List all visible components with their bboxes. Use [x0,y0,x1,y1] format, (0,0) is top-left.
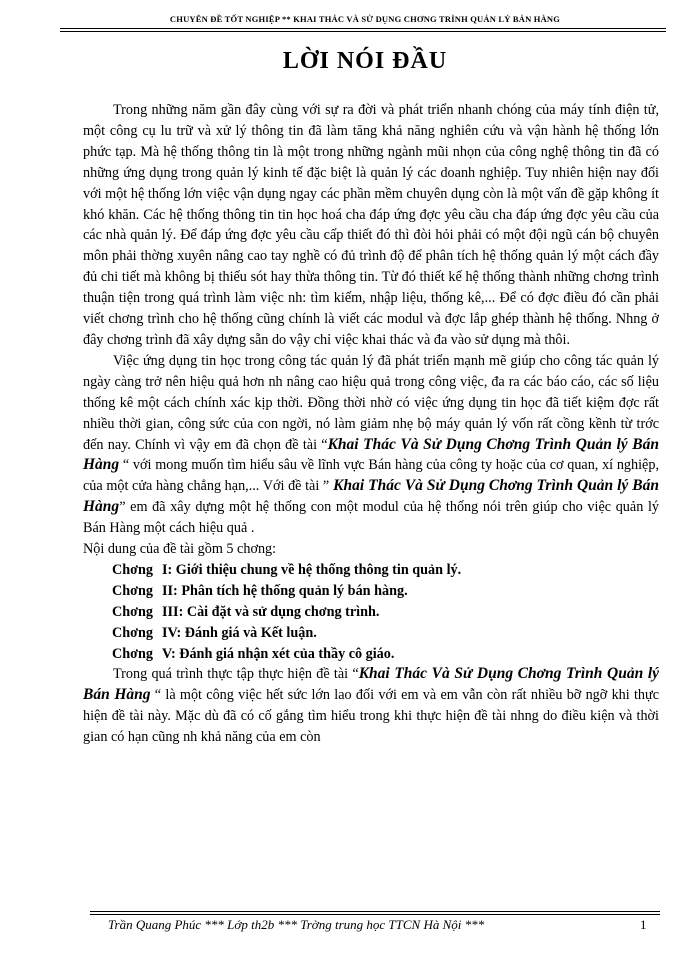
document-body [83,100,659,748]
chapter-number: III: [162,603,184,620]
paragraph-application [83,351,659,539]
chapter-text: Cài đặt và sử dụng chơng trình. [186,603,380,620]
chapter-label: Chơng [112,624,153,641]
paragraph-closing [83,664,659,748]
chapter-number: II: [162,582,178,599]
paragraph-application-text-b: “ với mong muốn tìm hiểu sâu về lĩnh vực Bán hàng của công ty hoặc của cơ quan, xí nghiệp, của một cửa hàng chẳng hạn,... Với đề tài ” [83,457,659,495]
page-number: 1 [640,917,647,932]
chapter-label: Chơng [112,645,153,662]
topic-title-1: Khai Thác Và Sử Dụng Chơng Trình Quản lý Bán Hàng [83,435,659,474]
chapter-item [83,623,659,644]
chapter-text: Đánh giá và Kết luận. [184,624,317,641]
running-footer: Trần Quang Phúc *** Lớp th2b *** Trờng trung học TTCN Hà Nội *** [108,917,485,932]
chapter-number: I: [162,561,173,578]
topic-title-3: Khai Thác Và Sử Dụng Chơng Trình Quản lý Bán Hàng [83,665,660,704]
chapter-label: Chơng [112,582,153,599]
chapter-text: Giới thiệu chung về hệ thống thông tin quản lý. [175,561,462,578]
chapter-label: Chơng [112,561,153,578]
header-rule-double [60,31,666,32]
running-header: CHUYÊN ĐỀ TỐT NGHIỆP ** KHAI THÁC VÀ SỬ DỤNG CHƠNG TRÌNH QUẢN LÝ BÁN HÀNG [169,14,561,24]
paragraph-intro: Trong những năm gần đây cùng với sự ra đời và phát triển nhanh chóng của máy tính điện tử, một công cụ lu trữ và xử lý thông tin đã làm tăng khả năng nghiên cứu và vận hành hệ thống lớn phức tạp. Mà hệ thống thông tin là một trong những ngành mũi nhọn của công nghệ thông tin đã có những ứng dụng trong quản lý kinh tế đặc biệt là quản lý các doanh nghiệp. Tuy nhiên hiện nay đối với một hệ thống lớn việc vận dụng ngay các phần mềm chuyên dụng còn là một vấn đề gặp không ít khó khăn. Các hệ thống thông tin tin học hoá cha đáp ứng đợc yêu cầu cha đáp ứng đợc yêu cầu của các nhà quản lý. Để đáp ứng đợc yêu cầu cấp thiết đó thì đòi hỏi phải có một đội ngũ cán bộ chuyên môn phải thờng xuyên nâng cao tay nghề có đủ trình độ để phân tích hệ thống quản lý một cách đầy đủ chi tiết mà không bị thiếu sót hay thừa thông tin. Từ đó thiết kế hệ thống thành những chơng trình thuận tiện trong quá trình làm việc nh: tìm kiếm, nhập liệu, thống kê,... Để có đợc điều đó cần phải viết chơng trình cho hệ thống cũng chính là viết các modul và đợc lắp ghép thành hệ thống. Nhng ở đây chơng trình đã xây dựng sẵn do vậy chỉ việc khai thác và đa vào sử dụng mà thôi. [83,102,659,348]
chapter-label: Chơng [112,603,153,620]
chapter-number: IV: [162,624,182,641]
chapter-list [83,560,659,665]
chapter-text: Phân tích hệ thống quản lý bán hàng. [181,582,408,599]
chapter-item [83,581,659,602]
chapter-number: V: [162,645,176,662]
footer-rule-double [90,914,660,915]
topic-title-2: Khai Thác Và Sử Dụng Chơng Trình Quản lý Bán Hàng [83,477,659,516]
chapter-item [83,560,659,581]
chapter-item [83,644,659,665]
chapter-item [83,602,659,623]
chapter-intro: Nội dung của đề tài gồm 5 chơng: [83,541,277,558]
paragraph-application-text-a: Việc ứng dụng tin học trong công tác quản lý đã phát triển mạnh mẽ giúp cho công tác quản lý ngày càng trở nên hiệu quả hơn nh nâng cao hiệu quả trong công việc, đa ra các báo cáo, các số liệu thống kê một cách chính xác kịp thời. Đồng thời nhờ có việc ứng dụng tin học đã tiết kiệm đợc rất nhiều thời gian, công sức của con ngời, nó làm giảm nhẹ bộ máy quản lý vốn rất cồng kềnh từ trớc đến nay. Chính vì vậy em đã chọn đề tài “ [83,352,659,453]
paragraph-closing-text-a: Trong quá trình thực tập thực hiện đề tài “ [113,666,359,683]
chapter-text: Đánh giá nhận xét của thầy cô giáo. [179,645,395,662]
paragraph-closing-text-b: “ là một công việc hết sức lớn lao đối với em và em vẫn còn rất nhiều bỡ ngỡ khi thực hiện đề tài này. Mặc dù đã có cố gắng tìm hiểu trong khi thực hiện đề tài nhng do điều kiện và thời gian có hạn cũng nh khả năng của em còn [83,687,660,746]
header-rule [60,28,666,29]
paragraph-application-text-c: ” em đã xây dựng một hệ thống con một modul của hệ thống nói trên giúp cho việc quản lý Bán Hàng một cách hiệu quả . [83,499,659,537]
footer-rule [90,911,660,912]
page-title: LỜI NÓI ĐẦU [282,48,448,74]
